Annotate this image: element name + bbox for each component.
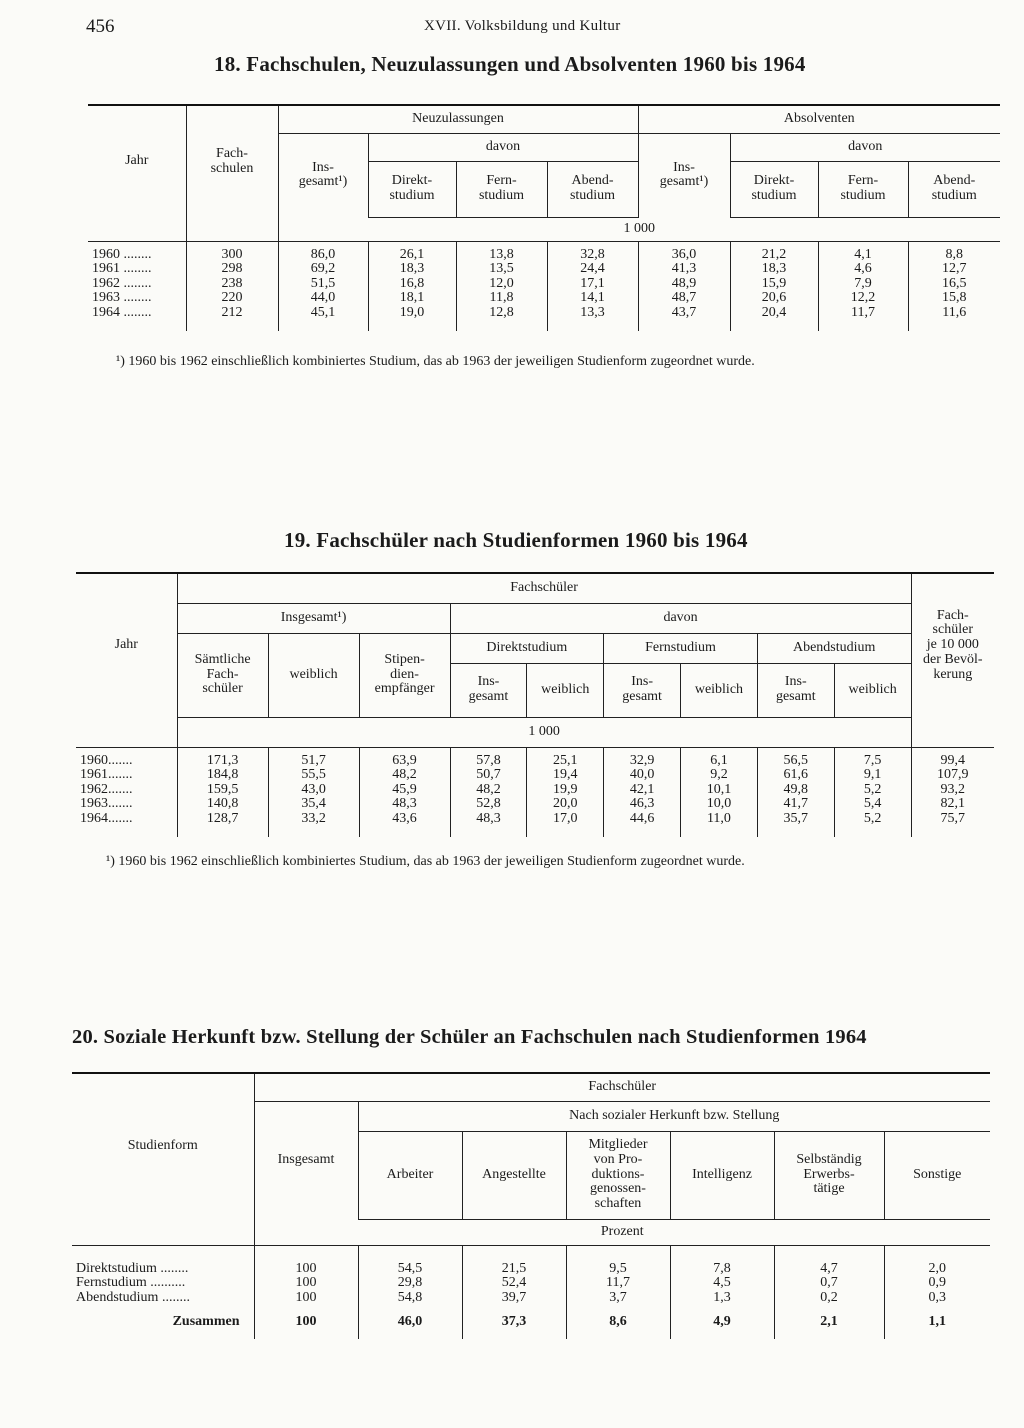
cell: 11,6 <box>942 304 967 320</box>
running-head <box>0 14 1024 44</box>
col-header-neu-davon: davon <box>368 133 638 161</box>
angestellte-column <box>462 1245 566 1305</box>
col-header-abs-davon: davon <box>730 133 1000 161</box>
page-number: 456 <box>86 16 115 37</box>
cell: 128,7 <box>206 810 239 826</box>
col-header-neuzulassungen: Neuzulassungen <box>278 105 638 133</box>
table-19-title: 19. Fachschüler nach Studienformen 1960 bis 1964 <box>284 528 748 552</box>
cell: 220 <box>221 290 243 305</box>
cell: 20,4 <box>761 304 787 320</box>
col-header-abs-fern: Fern- studium <box>818 161 908 217</box>
col-header-absolventen: Absolventen <box>638 105 1000 133</box>
sonstige-column <box>884 1245 990 1305</box>
cell: 61,6 <box>783 767 809 782</box>
cell: 2,0 <box>928 1260 946 1276</box>
cell: 12,8 <box>489 304 514 320</box>
cell: 20,6 <box>761 290 787 305</box>
cell: 21,5 <box>501 1260 527 1276</box>
cell: 56,5 <box>783 752 809 768</box>
abs-fern-column <box>818 241 908 331</box>
cell: 18,1 <box>399 290 425 305</box>
cell: 43,6 <box>392 810 417 826</box>
cell: 4,5 <box>713 1275 731 1290</box>
cell: 52,4 <box>501 1275 527 1290</box>
cell: 15,8 <box>942 290 967 305</box>
abend-insgesamt-column <box>757 747 834 837</box>
col-header-intelligenz: Intelligenz <box>670 1131 774 1219</box>
cell: 43,0 <box>301 781 326 797</box>
cell: 26,1 <box>399 246 425 262</box>
cell: 86,0 <box>310 246 336 262</box>
arbeiter-column <box>358 1245 462 1305</box>
cell: 1960....... <box>80 752 133 768</box>
cell: 29,8 <box>397 1275 423 1290</box>
year-column <box>76 747 177 837</box>
cell: 9,1 <box>863 767 882 782</box>
total-intelligenz: 4,9 <box>670 1305 774 1339</box>
cell: 20,0 <box>553 796 578 811</box>
neu-fern-column <box>456 241 547 331</box>
table-19-footnote: ¹) 1960 bis 1962 einschließlich kombiniertes Studium, das ab 1963 der jeweiligen Studienform zugeordnet wurde. <box>106 854 745 869</box>
cell: 5,2 <box>863 810 882 826</box>
cell: 18,3 <box>399 261 425 276</box>
cell: 1964 ........ <box>92 304 152 320</box>
cell: 13,8 <box>489 246 514 262</box>
cell: 13,5 <box>489 261 514 276</box>
cell: 13,3 <box>580 304 605 320</box>
cell: 9,2 <box>710 767 728 782</box>
total-arbeiter: 46,0 <box>358 1305 462 1339</box>
abs-abend-column <box>908 241 1000 331</box>
total-mitglieder: 8,6 <box>566 1305 670 1339</box>
col-header-direkt: Direktstudium <box>450 633 604 663</box>
cell: 7,8 <box>713 1260 731 1276</box>
cell: 7,9 <box>854 275 872 291</box>
col-header-jahr: Jahr <box>76 573 177 717</box>
unit-label: Prozent <box>254 1219 990 1245</box>
col-header-neu-fern: Fern- studium <box>456 161 547 217</box>
cell: 100 <box>295 1289 317 1305</box>
col-header-direkt-insgesamt: Ins- gesamt <box>450 663 527 717</box>
cell: 57,8 <box>476 752 501 768</box>
cell: 54,8 <box>397 1289 423 1305</box>
cell: 10,1 <box>706 781 732 797</box>
cell: 5,2 <box>863 781 882 797</box>
cell: 140,8 <box>206 796 239 811</box>
cell: 212 <box>221 304 243 320</box>
cell: 4,1 <box>854 246 872 262</box>
cell: 55,5 <box>301 767 326 782</box>
cell: 99,4 <box>940 752 966 768</box>
col-header-neu-abend: Abend- studium <box>547 161 638 217</box>
cell: 48,3 <box>392 796 417 811</box>
table-18-title: 18. Fachschulen, Neuzulassungen und Absolventen 1960 bis 1964 <box>214 52 806 76</box>
cell: 82,1 <box>940 796 966 811</box>
col-header-fachschueler: Fachschüler <box>254 1073 990 1101</box>
weiblich-column <box>268 747 359 837</box>
col-header-fachschulen: Fach- schulen <box>186 105 278 217</box>
chapter-title: XVII. Volksbildung und Kultur <box>424 18 621 34</box>
cell: 1962....... <box>80 781 133 797</box>
cell: 46,3 <box>629 796 655 811</box>
cell: 49,8 <box>783 781 809 797</box>
abs-insgesamt-column <box>638 241 730 331</box>
col-header-je10000: Fach- schüler je 10 000 der Bevöl- kerung <box>911 573 994 717</box>
cell: Direktstudium ........ <box>76 1260 189 1276</box>
cell: 238 <box>221 275 243 291</box>
stipend-column <box>359 747 450 837</box>
col-header-fern-insgesamt: Ins- gesamt <box>604 663 681 717</box>
cell: 25,1 <box>553 752 578 768</box>
cell: 298 <box>221 261 243 276</box>
cell: 19,9 <box>553 781 578 797</box>
abs-direkt-column <box>730 241 818 331</box>
cell: 0,7 <box>820 1275 838 1290</box>
year-column <box>88 241 186 331</box>
col-header-jahr: Jahr <box>88 105 186 217</box>
col-header-angestellte: Angestellte <box>462 1131 566 1219</box>
cell: 11,0 <box>706 810 731 826</box>
total-insgesamt: 100 <box>254 1305 358 1339</box>
table-19 <box>76 572 994 837</box>
col-header-studienform: Studienform <box>72 1073 254 1219</box>
insgesamt-column <box>254 1245 358 1305</box>
cell: 0,3 <box>928 1289 946 1305</box>
table-18 <box>88 104 1000 331</box>
cell: 35,4 <box>301 796 326 811</box>
col-header-fachschueler: Fachschüler <box>177 573 911 603</box>
cell: 44,0 <box>310 290 336 305</box>
cell: 45,9 <box>392 781 417 797</box>
direkt-insgesamt-column <box>450 747 527 837</box>
col-header-davon: davon <box>450 603 911 633</box>
cell: 24,4 <box>580 261 605 276</box>
cell: 11,7 <box>851 304 875 320</box>
col-header-neu-direkt: Direkt- studium <box>368 161 456 217</box>
je10000-column <box>911 747 994 837</box>
cell: 3,7 <box>609 1289 627 1305</box>
cell: 9,5 <box>609 1260 627 1276</box>
cell: Abendstudium ........ <box>76 1289 190 1305</box>
cell: 51,5 <box>310 275 336 291</box>
col-header-abs-abend: Abend- studium <box>908 161 1000 217</box>
col-header-abend-insgesamt: Ins- gesamt <box>757 663 834 717</box>
cell: 159,5 <box>206 781 239 797</box>
cell: 12,7 <box>942 261 967 276</box>
col-header-fern-weiblich: weiblich <box>681 663 758 717</box>
cell: 48,2 <box>392 767 417 782</box>
neu-direkt-column <box>368 241 456 331</box>
abend-weiblich-column <box>834 747 911 837</box>
cell: 43,7 <box>671 304 697 320</box>
cell: 12,0 <box>489 275 514 291</box>
cell: 1962 ........ <box>92 275 152 291</box>
col-header-insgesamt: Insgesamt¹) <box>177 603 450 633</box>
cell: 12,2 <box>850 290 876 305</box>
col-header-sonstige: Sonstige <box>884 1131 990 1219</box>
cell: 18,3 <box>761 261 787 276</box>
cell: 184,8 <box>206 767 239 782</box>
cell: 48,2 <box>476 781 501 797</box>
cell: 48,3 <box>476 810 501 826</box>
cell: 1964....... <box>80 810 133 826</box>
cell: 35,7 <box>783 810 809 826</box>
cell: 1963 ........ <box>92 290 152 305</box>
table-18-footnote: ¹) 1960 bis 1962 einschließlich kombiniertes Studium, das ab 1963 der jeweiligen Studienform zugeordnet wurde. <box>116 354 755 369</box>
cell: 32,8 <box>580 246 605 262</box>
cell: 1,3 <box>713 1289 731 1305</box>
cell: 41,3 <box>671 261 697 276</box>
selbstaendig-column <box>774 1245 884 1305</box>
col-header-abend: Abendstudium <box>757 633 911 663</box>
cell: 4,7 <box>820 1260 838 1276</box>
direkt-weiblich-column <box>527 747 604 837</box>
fern-insgesamt-column <box>604 747 681 837</box>
cell: 44,6 <box>629 810 655 826</box>
saemtliche-column <box>177 747 268 837</box>
cell: Fernstudium .......... <box>76 1275 186 1290</box>
col-header-fern: Fernstudium <box>604 633 758 663</box>
col-header-arbeiter: Arbeiter <box>358 1131 462 1219</box>
cell: 54,5 <box>397 1260 423 1276</box>
cell: 8,8 <box>945 246 964 262</box>
cell: 0,2 <box>820 1289 838 1305</box>
cell: 1960 ........ <box>92 246 152 262</box>
cell: 15,9 <box>761 275 787 291</box>
col-header-weiblich: weiblich <box>268 633 359 717</box>
col-header-neu-insgesamt: Ins- gesamt¹) <box>278 133 368 217</box>
unit-label: 1 000 <box>278 217 1000 241</box>
col-header-stipend: Stipen- dien- empfänger <box>359 633 450 717</box>
cell: 39,7 <box>501 1289 527 1305</box>
total-label: Zusammen <box>172 1314 240 1329</box>
neu-abend-column <box>547 241 638 331</box>
fern-weiblich-column <box>681 747 758 837</box>
cell: 42,1 <box>629 781 655 797</box>
col-header-abs-insgesamt: Ins- gesamt¹) <box>638 133 730 217</box>
cell: 171,3 <box>206 752 239 768</box>
col-header-mitglieder: Mitglieder von Pro- duktions- genossen- schaften <box>566 1131 670 1219</box>
cell: 300 <box>221 246 243 262</box>
cell: 1961....... <box>80 767 133 782</box>
cell: 107,9 <box>937 767 969 782</box>
cell: 17,1 <box>580 275 605 291</box>
cell: 5,4 <box>863 796 882 811</box>
cell: 45,1 <box>310 304 336 320</box>
cell: 6,1 <box>710 752 728 768</box>
cell: 0,9 <box>928 1275 946 1290</box>
cell: 32,9 <box>629 752 655 768</box>
col-header-saemtliche: Sämtliche Fach- schüler <box>177 633 268 717</box>
cell: 16,8 <box>399 275 425 291</box>
cell: 1963....... <box>80 796 133 811</box>
cell: 33,2 <box>301 810 326 826</box>
cell: 75,7 <box>940 810 966 826</box>
cell: 63,9 <box>392 752 417 768</box>
col-header-abs-direkt: Direkt- studium <box>730 161 818 217</box>
cell: 1961 ........ <box>92 261 152 276</box>
cell: 19,0 <box>399 304 425 320</box>
studienform-column <box>72 1245 254 1305</box>
cell: 48,9 <box>671 275 697 291</box>
cell: 48,7 <box>671 290 697 305</box>
cell: 16,5 <box>942 275 967 291</box>
cell: 21,2 <box>761 246 787 262</box>
total-angestellte: 37,3 <box>462 1305 566 1339</box>
cell: 52,8 <box>476 796 501 811</box>
cell: 17,0 <box>553 810 578 826</box>
total-sonstige: 1,1 <box>884 1305 990 1339</box>
mitglieder-column <box>566 1245 670 1305</box>
cell: 11,7 <box>606 1275 630 1290</box>
col-header-selbstaendig: Selbständig Erwerbs- tätige <box>774 1131 884 1219</box>
unit-label: 1 000 <box>177 717 911 747</box>
cell: 10,0 <box>706 796 732 811</box>
table-20-title: 20. Soziale Herkunft bzw. Stellung der Schüler an Fachschulen nach Studienformen 1964 <box>72 1026 867 1048</box>
cell: 100 <box>295 1275 317 1290</box>
cell: 51,7 <box>301 752 326 768</box>
cell: 14,1 <box>580 290 605 305</box>
table-20 <box>72 1072 990 1339</box>
col-header-insgesamt: Insgesamt <box>254 1101 358 1219</box>
col-header-abend-weiblich: weiblich <box>834 663 911 717</box>
cell: 36,0 <box>671 246 697 262</box>
cell: 19,4 <box>553 767 578 782</box>
fachschulen-column <box>186 241 278 331</box>
cell: 11,8 <box>489 290 514 305</box>
cell: 100 <box>295 1260 317 1276</box>
col-header-nach: Nach sozialer Herkunft bzw. Stellung <box>358 1101 990 1131</box>
total-selbstaendig: 2,1 <box>774 1305 884 1339</box>
cell: 41,7 <box>783 796 809 811</box>
intelligenz-column <box>670 1245 774 1305</box>
cell: 50,7 <box>476 767 501 782</box>
cell: 40,0 <box>629 767 655 782</box>
cell: 4,6 <box>854 261 872 276</box>
neu-insgesamt-column <box>278 241 368 331</box>
cell: 7,5 <box>863 752 882 768</box>
col-header-direkt-weiblich: weiblich <box>527 663 604 717</box>
cell: 93,2 <box>940 781 966 797</box>
cell: 69,2 <box>310 261 336 276</box>
